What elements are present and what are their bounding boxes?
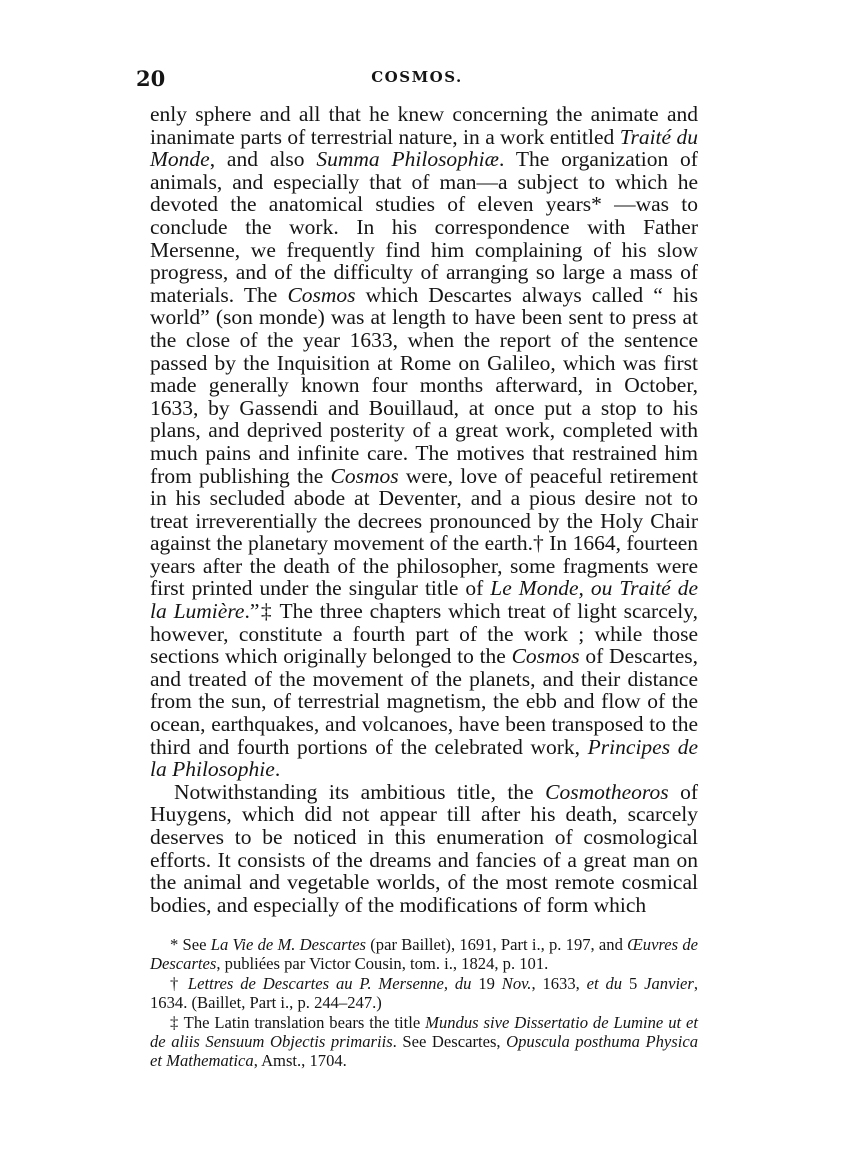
italic-title: et du <box>586 973 623 993</box>
footnote-double-dagger: ‡ The Latin translation bears the title Mundus sive Dissertatio de Lumine ut et de aliis Sensuum Objectis primariis. See Descartes, Opuscula posthuma Physica et Mathematica, Amst., 1704. <box>150 1012 698 1071</box>
main-text <box>150 103 698 916</box>
italic-title: Principes de la Philosophie <box>150 734 698 782</box>
footnote-star: * See La Vie de M. Descartes (par Baillet), 1691, Part i., p. 197, and Œuvres de Descartes, publiées par Victor Cousin, tom. i., 1824, p. 101. <box>150 935 698 974</box>
footnote-dagger: † Lettres de Descartes au P. Mersenne, du 19 Nov., 1633, et du 5 Janvier, 1634. (Baillet, Part i., p. 244–247.) <box>150 973 699 1013</box>
italic-title: Œuvres de Descartes <box>150 935 698 974</box>
page-header <box>136 66 698 90</box>
italic-title: Opuscula posthuma Physica et Mathematica <box>150 1032 698 1071</box>
italic-title: Cosmos <box>287 282 356 307</box>
italic-title: Mundus sive Dissertatio de Lumine ut et de aliis Sensuum Objectis primariis <box>150 1012 698 1052</box>
italic-title: Cosmos <box>330 463 399 488</box>
italic-title: Janvier <box>644 973 694 993</box>
italic-title: Traité du Monde <box>150 124 698 172</box>
italic-title: La Vie de M. Descartes <box>210 935 367 954</box>
footnotes <box>150 935 698 1071</box>
italic-title: Cosmos <box>511 644 580 669</box>
running-head: COSMOS. <box>371 68 463 86</box>
italic-title: Lettres de Descartes au P. Mersenne, du <box>187 973 472 993</box>
page-number: 20 <box>136 66 166 91</box>
italic-title: Le Monde, ou Traité de la Lumière <box>150 576 698 624</box>
italic-title: Cosmotheoros <box>545 779 669 804</box>
paragraph-descartes: enly sphere and all that he knew concerning the animate and inanimate parts of terrestrial nature, in a work entitled Traité du Monde, and also Summa Philosophiæ. The organization of animals, and especially that of man—a subject to which he devoted the anatomical studies of eleven years* —was to conclude the work. In his correspondence with Father Mersenne, we frequently find him complaining of his slow progress, and of the difficulty of arranging so large a mass of materials. The Cosmos which Descartes always called “ his world” (son monde) was at length to have been sent to press at the close of the year 1633, when the report of the sentence passed by the Inquisition at Rome on Galileo, which was first made generally known four months afterward, in October, 1633, by Gassendi and Bouillaud, at once put a stop to his plans, and deprived posterity of a great work, completed with much pains and infinite care. The motives that restrained him from publishing the Cosmos were, love of peaceful retirement in his secluded abode at Deventer, and a pious desire not to treat irreverentially the decrees pronounced by the Holy Chair against the planetary movement of the earth.† In 1664, fourteen years after the death of the philosopher, some fragments were first printed under the singular title of Le Monde, ou Traité de la Lumière.”‡ The three chapters which treat of light scarcely, however, constitute a fourth part of the work ; while those sections which originally belonged to the Cosmos of Descartes, and treated of the movement of the planets, and their distance from the sun, of terrestrial magnetism, the ebb and flow of the ocean, earthquakes, and volcanoes, have been transposed to the third and fourth portions of the celebrated work, Principes de la Philosophie. <box>150 102 698 782</box>
italic-title: Summa Philosophiæ <box>316 147 499 172</box>
paragraph-huygens: Notwithstanding its ambitious title, the Cosmotheoros of Huygens, which did not appear till after his death, scarcely deserves to be noticed in this enumeration of cosmological efforts. It consists of the dreams and fancies of a great man on the animal and vegetable worlds, of the most remote cosmical bodies, and especially of the modifications of form which <box>150 779 698 917</box>
italic-title: Nov. <box>501 973 532 993</box>
